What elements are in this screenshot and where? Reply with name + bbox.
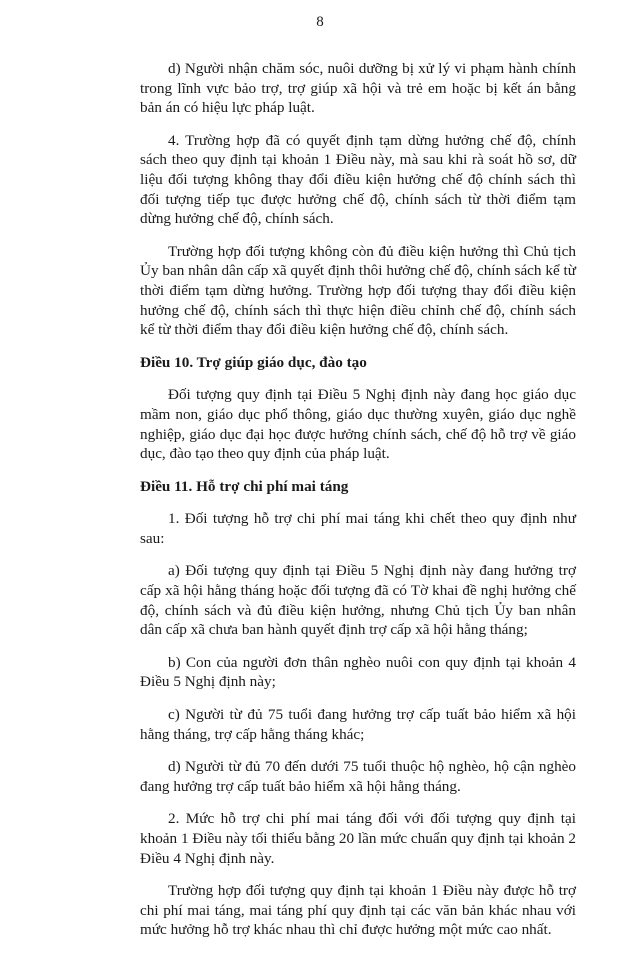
- paragraph-article11-item1d: d) Người từ đủ 70 đến dưới 75 tuổi thuộc hộ nghèo, hộ cận nghèo đang hưởng trợ cấp tuất bảo hiểm xã hội hằng tháng.: [140, 758, 576, 795]
- paragraph-article9-item1d: d) Người nhận chăm sóc, nuôi dưỡng bị xử lý vi phạm hành chính trong lĩnh vực bảo trợ, trợ giúp xã hội và trẻ em hoặc bị kết án bằng bản án có hiệu lực pháp luật.: [140, 60, 576, 117]
- paragraph-article11-item1b: b) Con của người đơn thân nghèo nuôi con quy định tại khoản 4 Điều 5 Nghị định này;: [140, 653, 576, 691]
- paragraph-article9-item4: 4. Trường hợp đã có quyết định tạm dừng hưởng chế độ, chính sách theo quy định tại khoản 1 Điều này, mà sau khi rà soát hồ sơ, dữ liệu đối tượng không thay đổi điều kiện hưởng chế độ chính sách thì đối tượng tiếp tục được hưởng chế độ, chính sách từ thời điểm tạm dừng hưởng chế độ, chính sách.: [140, 131, 576, 228]
- page-number: 8: [316, 14, 324, 30]
- article-10-heading: Điều 10. Trợ giúp giáo dục, đào tạo: [140, 353, 367, 371]
- paragraph-article10: Đối tượng quy định tại Điều 5 Nghị định này đang học giáo dục mầm non, giáo dục phổ thông, giáo dục thường xuyên, giáo dục nghề nghiệp, giáo dục đại học được hưởng chính sách, chế độ hỗ trợ về giáo dục, đào tạo theo quy định của pháp luật.: [140, 386, 576, 463]
- paragraph-article11-item2: 2. Mức hỗ trợ chi phí mai táng đối với đối tượng quy định tại khoản 1 Điều này tối thiểu bằng 20 lần mức chuẩn quy định tại khoản 2 Điều 4 Nghị định này.: [140, 810, 576, 867]
- paragraph-article11-item1a: a) Đối tượng quy định tại Điều 5 Nghị định này đang hưởng trợ cấp xã hội hằng tháng hoặc đối tượng đã có Tờ khai đề nghị hưởng chế độ, chính sách và đủ điều kiện hưởng, nhưng Chủ tịch Ủy ban nhân dân cấp xã chưa ban hành quyết định trợ cấp xã hội hằng tháng;: [140, 562, 576, 639]
- paragraph-article11-item2-cont: Trường hợp đối tượng quy định tại khoản 1 Điều này được hỗ trợ chi phí mai táng, mai táng phí quy định tại các văn bản khác nhau với mức hưởng hỗ trợ khác nhau thì chỉ được hưởng một mức cao nhất.: [140, 882, 576, 939]
- paragraph-article11-item1c: c) Người từ đủ 75 tuổi đang hưởng trợ cấp tuất bảo hiểm xã hội hằng tháng, trợ cấp hằng tháng khác;: [140, 706, 576, 743]
- paragraph-article9-item4-cont: Trường hợp đối tượng không còn đủ điều kiện hưởng thì Chủ tịch Ủy ban nhân dân cấp xã quyết định thôi hưởng chế độ, chính sách kể từ thời điểm tạm dừng hưởng. Trường hợp đối tượng thay đổi điều kiện hưởng chế độ, chính sách thì thực hiện điều chỉnh chế độ, chính sách kể từ thời điểm thay đổi điều kiện hưởng chế độ, chính sách.: [140, 242, 576, 339]
- article-11-heading: Điều 11. Hỗ trợ chi phí mai táng: [140, 477, 349, 495]
- document-body: [140, 59, 576, 953]
- paragraph-article11-item1: 1. Đối tượng hỗ trợ chi phí mai táng khi chết theo quy định như sau:: [140, 510, 576, 547]
